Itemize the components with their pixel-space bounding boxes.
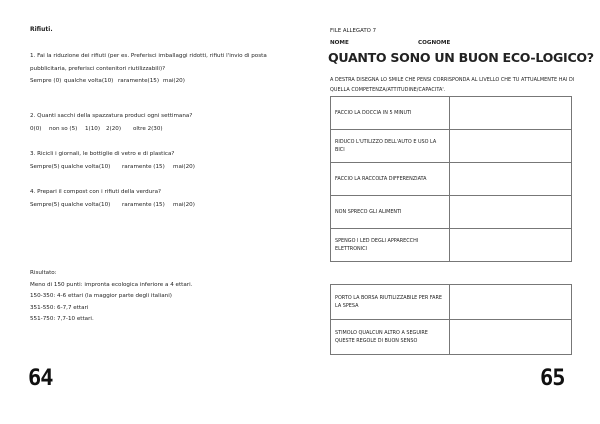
question-text: pubblicitaria, preferisci contenitori riutilizzabili)?	[30, 65, 166, 72]
answer-option: qualche volta(10)	[61, 163, 111, 170]
table-row	[331, 229, 572, 262]
answer-option: Sempre(5)	[30, 163, 60, 170]
smile-cell[interactable]	[450, 163, 572, 196]
result-line: 150-350: 4-6 ettari (la maggior parte degli italiani)	[30, 293, 172, 300]
page-number: 65	[540, 366, 565, 391]
answer-options	[30, 75, 285, 87]
answer-option: non so (5)	[49, 125, 78, 132]
answer-options	[30, 161, 285, 173]
answer-option: Sempre(5)	[30, 201, 60, 208]
answer-option: mai(20)	[173, 163, 195, 170]
question-2	[30, 110, 285, 135]
answer-option: mai(20)	[163, 78, 185, 84]
table-row	[331, 196, 572, 229]
page-number: 64	[28, 366, 53, 391]
answer-option: 0(0)	[30, 125, 42, 132]
surname-label: COGNOME	[418, 40, 451, 46]
result-line: 551-750: 7,7-10 ettari.	[30, 316, 94, 323]
question-1	[30, 50, 285, 87]
answer-option: raramente (15)	[122, 201, 165, 208]
answer-option: qualche volta(10)	[61, 201, 111, 208]
behavior-label: PORTO LA BORSA RIUTILIZZABILE PER FARE LA SPESA	[331, 285, 450, 320]
smile-cell[interactable]	[450, 320, 572, 355]
behavior-label: FACCIO LA RACCOLTA DIFFERENZIATA	[331, 163, 450, 196]
answer-option: raramente (15)	[122, 163, 165, 170]
smile-cell[interactable]	[450, 130, 572, 163]
behavior-label: SPENGO I LED DEGLI APPARECCHI ELETTRONICI	[331, 229, 450, 262]
answer-option: mai(20)	[173, 201, 195, 208]
smile-cell[interactable]	[450, 97, 572, 130]
self-assessment-table-continued	[330, 284, 572, 355]
right-page	[300, 0, 600, 424]
question-text: 1. Fai la riduzione dei rifiuti (per es. Preferisci imballaggi ridotti, rifiuti l'invio di posta	[30, 53, 267, 59]
question-3	[30, 148, 285, 173]
instructions: A DESTRA DISEGNA LO SMILE CHE PENSI CORRISPONDA AL LIVELLO CHE TU ATTUALMENTE HAI DI QUELLA COMPETENZA/ATTITUDINE/CAPACITA'.	[330, 77, 575, 93]
behavior-label: NON SPRECO GLI ALIMENTI	[331, 196, 450, 229]
question-text: 2. Quanti sacchi della spazzatura produci ogni settimana?	[30, 113, 193, 119]
table-row	[331, 97, 572, 130]
answer-options	[30, 123, 285, 135]
smile-cell[interactable]	[450, 229, 572, 262]
result-line: 351-550: 6-7,7 ettari	[30, 304, 89, 311]
behavior-label: STIMOLO QUALCUN ALTRO A SEGUIRE QUESTE REGOLE DI BUON SENSO	[331, 320, 450, 355]
answer-option: raramente(15)	[118, 78, 160, 84]
answer-option: qualche volta(10)	[64, 78, 114, 84]
self-assessment-table	[330, 96, 572, 262]
question-text: 4. Prepari il compost con i rifiuti della verdura?	[30, 189, 161, 195]
answer-option: Sempre (0)	[30, 78, 62, 84]
table-row	[331, 320, 572, 355]
page-title: QUANTO SONO UN BUON ECO-LOGICO?	[328, 50, 594, 65]
question-text: 3. Ricicli i giornali, le bottiglie di vetro e di plastica?	[30, 151, 175, 157]
result-section	[30, 268, 280, 326]
behavior-label: FACCIO LA DOCCIA IN 5 MINUTI	[331, 97, 450, 130]
answer-option: 2(20)	[106, 125, 122, 132]
smile-cell[interactable]	[450, 196, 572, 229]
answer-option: 1(10)	[85, 125, 101, 132]
table-row	[331, 285, 572, 320]
answer-option: oltre 2(30)	[133, 125, 163, 132]
behavior-label: RIDUCO L'UTILIZZO DELL'AUTO E USO LA BICI	[331, 130, 450, 163]
result-title: Risultato:	[30, 270, 57, 276]
result-line: Meno di 150 punti: impronta ecologica inferiore a 4 ettari.	[30, 281, 193, 288]
attachment-header: FILE ALLEGATO 7	[330, 28, 377, 34]
table-row	[331, 130, 572, 163]
question-4	[30, 186, 285, 211]
name-label: NOME	[330, 40, 349, 46]
section-title: Rifiuti.	[30, 26, 53, 33]
table-row	[331, 163, 572, 196]
smile-cell[interactable]	[450, 285, 572, 320]
answer-options	[30, 199, 285, 211]
